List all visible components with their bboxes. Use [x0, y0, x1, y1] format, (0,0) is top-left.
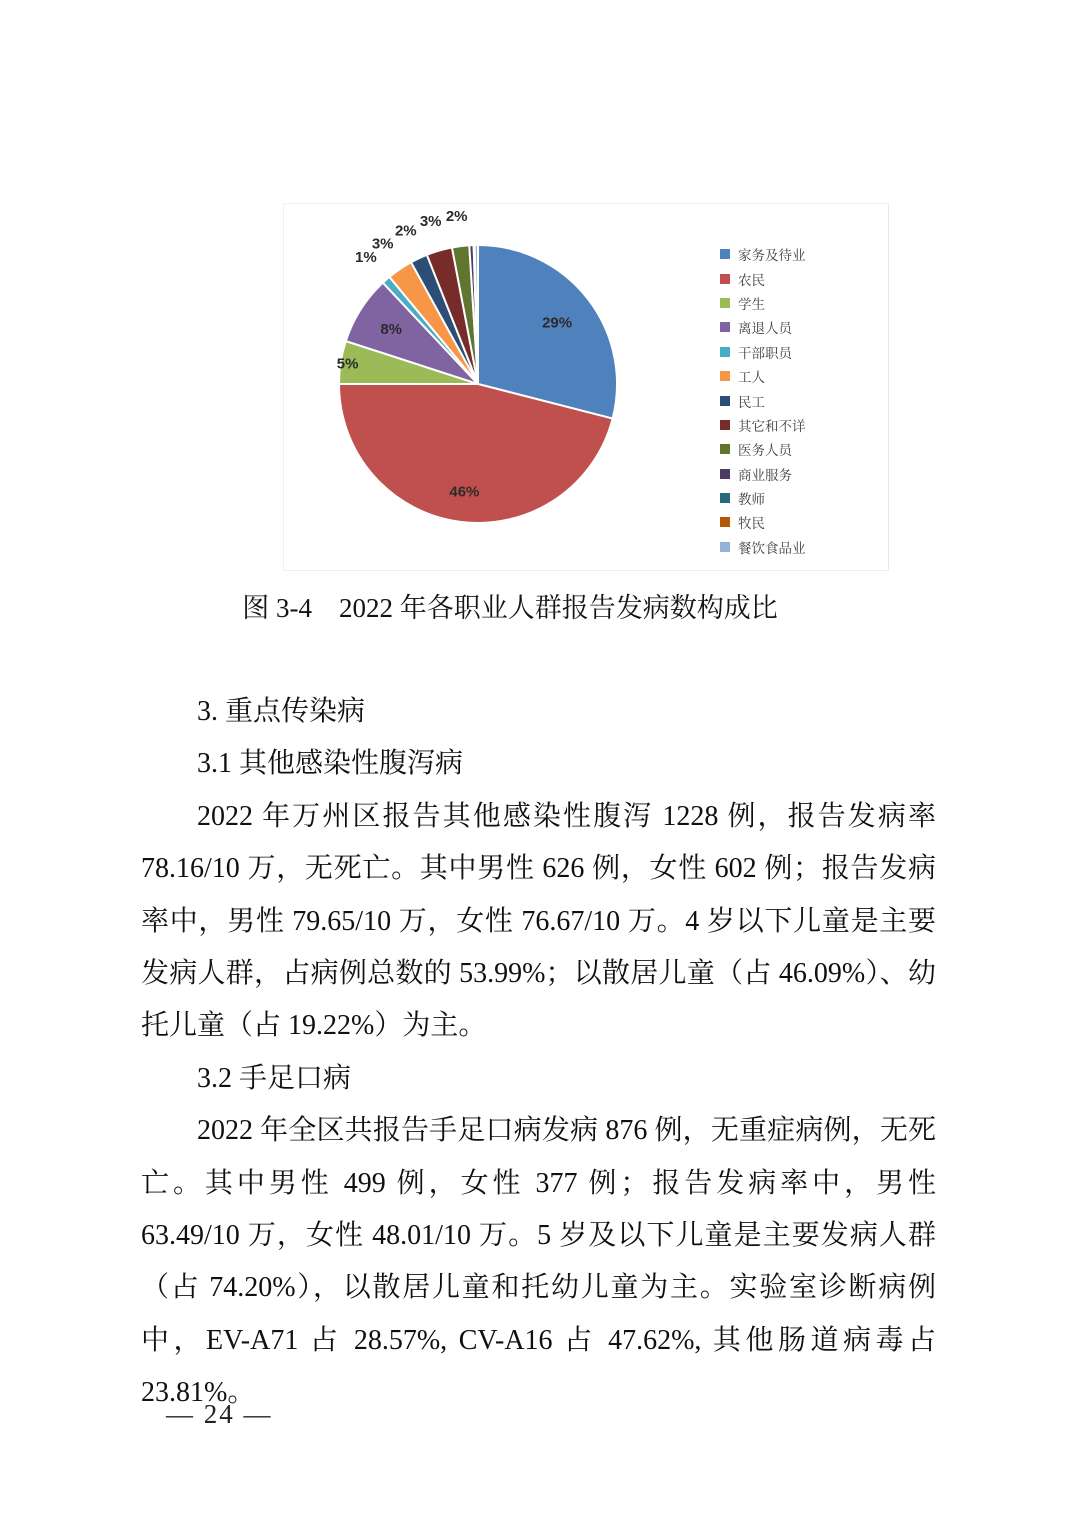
legend-swatch-icon [720, 322, 730, 332]
legend-swatch-icon [720, 469, 730, 479]
legend-swatch-icon [720, 444, 730, 454]
legend-swatch-icon [720, 249, 730, 259]
legend-swatch-icon [720, 274, 730, 284]
legend-item-离退人员 [720, 315, 806, 339]
figure-caption: 图 3-4 2022 年各职业人群报告发病数构成比 [242, 593, 778, 623]
pie-label-医务人员: 2% [445, 207, 468, 225]
legend-item-学生 [720, 291, 806, 315]
legend-item-商业服务 [720, 462, 806, 486]
subsection-heading-hfmd: 3.2 手足口病 [197, 1062, 352, 1094]
occupation-pie-chart [283, 203, 889, 571]
legend-swatch-icon [720, 347, 730, 357]
body-text [141, 686, 936, 1420]
subsection-heading-diarrhea: 3.1 其他感染性腹泻病 [197, 748, 464, 780]
legend-label: 餐饮食品业 [738, 540, 806, 556]
legend-item-其它和不详 [720, 413, 806, 437]
pie-label-民工: 2% [394, 222, 417, 240]
pie-label-农民: 46% [449, 483, 480, 501]
pie-label-其它和不详: 3% [419, 213, 442, 231]
legend-swatch-icon [720, 298, 730, 308]
legend-label: 离退人员 [738, 321, 792, 337]
legend-label: 民工 [738, 394, 765, 410]
legend-item-医务人员 [720, 437, 806, 461]
legend-swatch-icon [720, 517, 730, 527]
legend-swatch-icon [720, 371, 730, 381]
pie-label-家务及待业: 29% [542, 314, 573, 332]
pie-label-干部职员: 1% [355, 248, 377, 266]
legend-label: 教师 [738, 492, 765, 508]
legend-swatch-icon [720, 542, 730, 552]
legend-item-农民 [720, 266, 806, 290]
paragraph-hfmd: 2022 年全区共报告手足口病发病 876 例，无重症病例，无死亡。其中男性 499 例，女性 377 例；报告发病率中，男性 63.49/10 万，女性 48.01/10 万。5 岁及以下儿童是主要发病人群（占 74.20%），以散居儿童和托幼儿童为主。实验室诊断病例中，EV-A71 占 28.57%, CV-A16 占 47.62%, 其他肠道病毒占 23.81%。 [141, 1115, 936, 1409]
pie-chart-legend [720, 242, 806, 559]
legend-item-餐饮食品业 [720, 535, 806, 559]
legend-label: 家务及待业 [738, 248, 806, 264]
legend-swatch-icon [720, 493, 730, 503]
legend-swatch-icon [720, 396, 730, 406]
pie-label-工人: 3% [371, 235, 394, 253]
legend-item-民工 [720, 388, 806, 412]
legend-label: 学生 [738, 296, 765, 312]
page-number: — 24 — [166, 1399, 273, 1429]
legend-label: 商业服务 [738, 467, 792, 483]
legend-label: 牧民 [738, 516, 765, 532]
pie-label-离退人员: 8% [380, 320, 403, 338]
paragraph-diarrhea: 2022 年万州区报告其他感染性腹泻 1228 例，报告发病率 78.16/10 万，无死亡。其中男性 626 例，女性 602 例；报告发病率中，男性 79.65/10 万，女性 76.67/10 万。4 岁以下儿童是主要发病人群，占病例总数的 53.99%；以散居儿童（占 46.09%）、幼托儿童（占 19.22%）为主。 [141, 800, 936, 1042]
pie-label-学生: 5% [336, 355, 359, 373]
legend-item-家务及待业 [720, 242, 806, 266]
legend-label: 工人 [738, 370, 765, 386]
legend-swatch-icon [720, 420, 730, 430]
legend-label: 农民 [738, 272, 765, 288]
legend-label: 干部职员 [738, 345, 792, 361]
legend-item-教师 [720, 486, 806, 510]
legend-item-工人 [720, 364, 806, 388]
legend-label: 其它和不详 [738, 418, 806, 434]
legend-label: 医务人员 [738, 443, 792, 459]
section-heading-key-diseases: 3. 重点传染病 [197, 696, 366, 727]
legend-item-牧民 [720, 510, 806, 534]
legend-item-干部职员 [720, 340, 806, 364]
